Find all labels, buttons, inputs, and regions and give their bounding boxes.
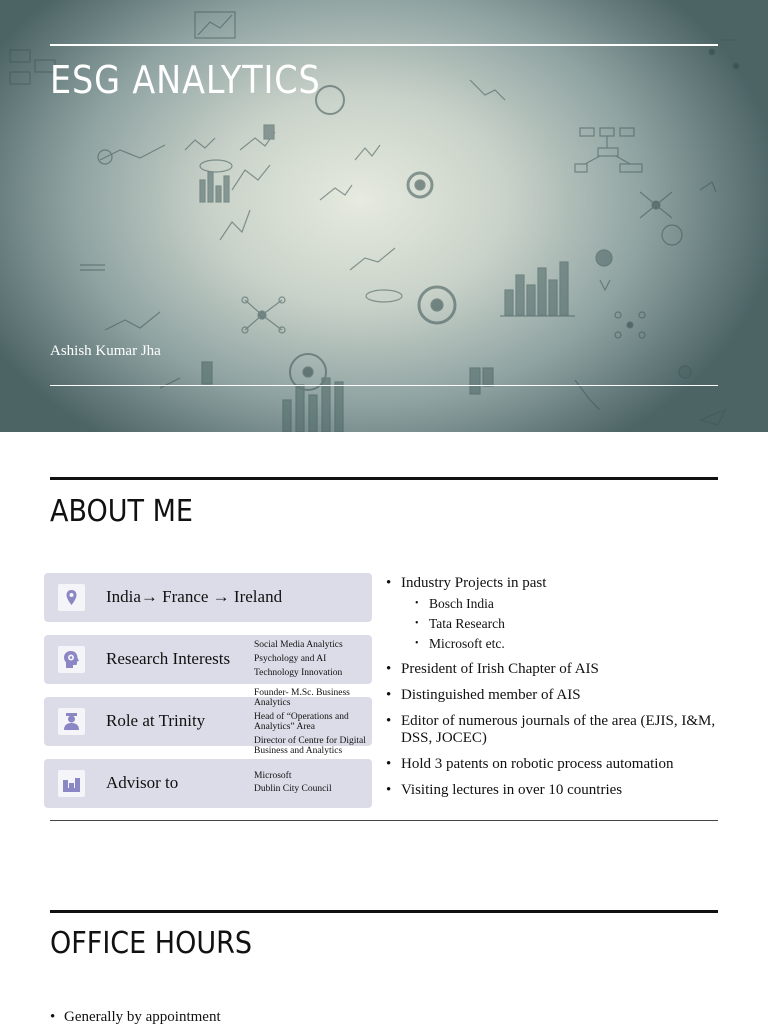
sub-bullet: • Microsoft etc. (415, 636, 716, 652)
about-heading: ABOUT ME (50, 494, 193, 529)
office-hours-heading: OFFICE HOURS (50, 926, 252, 961)
advisor-item: Dublin City Council (254, 784, 332, 794)
card-research-interests (44, 635, 372, 684)
bullet-patents: • Hold 3 patents on robotic process automation (386, 756, 716, 773)
hero-bottom-rule (50, 385, 718, 386)
hero-top-rule (50, 44, 718, 46)
card-role-at-trinity (44, 688, 372, 756)
bullet-journal-editor: • Editor of numerous journals of the area (EJIS, I&M, DSS, JOCEC) (386, 713, 716, 747)
role-item: Director of Centre for Digital Business and Analytics (254, 736, 366, 756)
role-at-trinity-details (254, 688, 372, 760)
bullet-distinguished-member: • Distinguished member of AIS (386, 687, 716, 704)
person-icon (58, 708, 85, 735)
card-advisor-to (44, 759, 372, 808)
card-location (44, 573, 372, 622)
about-bullet-list (386, 575, 716, 808)
bullet-president-ais: • President of Irish Chapter of AIS (386, 661, 716, 678)
advisor-to-details (254, 771, 372, 798)
bullet-text: Industry Projects in past (401, 575, 547, 591)
page-title: ESG ANALYTICS (50, 58, 321, 102)
author-name: Ashish Kumar Jha (50, 343, 161, 359)
research-interest-item: Social Media Analytics (254, 640, 343, 650)
network-sketch-2 (640, 192, 672, 218)
about-heading-rule (50, 477, 718, 480)
card-research-interests-label: Research Interests (106, 649, 231, 668)
bullet-visiting-lectures: • Visiting lectures in over 10 countries (386, 782, 716, 799)
buildings-icon (58, 770, 85, 797)
sub-bullet: • Bosch India (415, 596, 716, 612)
hero-banner (0, 0, 768, 432)
industry-projects-sublist (401, 596, 716, 652)
bar-chart-sketch-1 (200, 165, 270, 202)
head-gear-icon (58, 646, 85, 673)
office-hours-list (50, 1009, 221, 1026)
bar-chart-sketch-2 (500, 262, 575, 316)
bullet-industry-projects (386, 575, 716, 652)
office-heading-rule (50, 910, 718, 913)
role-item: Head of “Operations and Analytics” Area (254, 712, 349, 732)
location-pin-icon (58, 584, 85, 611)
office-hours-item: • Generally by appointment (50, 1009, 221, 1026)
role-item: Founder- M.Sc. Business Analytics (254, 688, 350, 708)
network-sketch-3 (615, 312, 645, 338)
about-bottom-rule (50, 820, 718, 821)
sub-bullet: • Tata Research (415, 616, 716, 632)
advisor-item: Microsoft (254, 771, 292, 781)
research-interest-item: Psychology and AI (254, 654, 327, 664)
card-role-at-trinity-label: Role at Trinity (106, 711, 206, 730)
research-interest-item: Technology Innovation (254, 668, 343, 678)
network-sketch-1 (242, 297, 285, 333)
research-interests-details (254, 640, 372, 682)
bar-chart-sketch-3 (283, 378, 343, 432)
card-advisor-to-label: Advisor to (106, 773, 179, 792)
card-location-label: India→ France → Ireland (106, 587, 283, 606)
